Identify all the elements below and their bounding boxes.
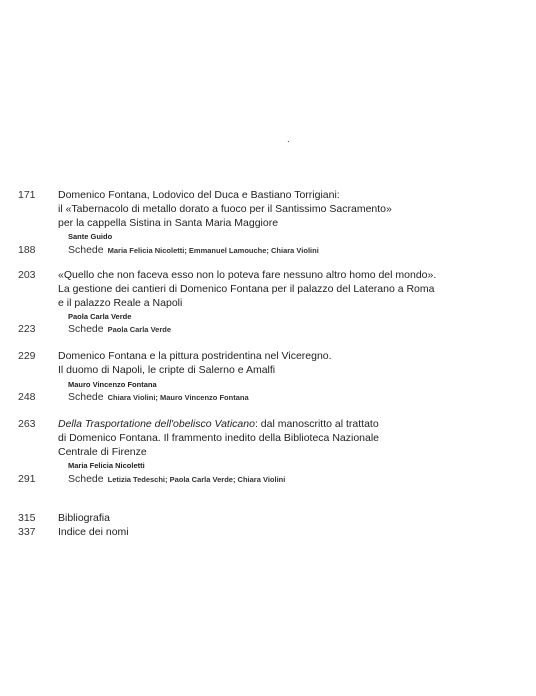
title-line: Domenico Fontana e la pittura postridentina nel Viceregno. xyxy=(58,350,332,362)
schede-line xyxy=(68,243,319,258)
entry-title: Bibliografia xyxy=(58,512,110,524)
entry-author: Paola Carla Verde xyxy=(68,312,132,321)
schede-authors: Paola Carla Verde xyxy=(107,325,171,334)
page-number: 315 xyxy=(18,512,36,524)
entry-title xyxy=(58,188,498,230)
page-number: 203 xyxy=(18,269,36,281)
entry-author: Maria Felicia Nicoletti xyxy=(68,461,145,470)
entry-author: Sante Guido xyxy=(68,232,113,241)
title-line: «Quello che non faceva esso non lo poteva fare nessuno altro homo del mondo». xyxy=(58,269,437,281)
title-line: La gestione dei cantieri di Domenico Fontana per il palazzo del Laterano a Roma xyxy=(58,283,435,295)
page-mark: . xyxy=(287,134,290,145)
schede-page-number: 291 xyxy=(18,473,36,485)
title-line: Il duomo di Napoli, le cripte di Salerno e Amalfi xyxy=(58,364,276,376)
schede-label: Schede xyxy=(68,473,104,485)
schede-authors: Maria Felicia Nicoletti; Emmanuel Lamouche; Chiara Violini xyxy=(107,246,319,255)
title-italic: Della Trasportatione dell'obelisco Vaticano xyxy=(58,418,255,430)
schede-label: Schede xyxy=(68,323,104,335)
page-number: 171 xyxy=(18,189,36,201)
title-line: Domenico Fontana, Lodovico del Duca e Bastiano Torrigiani: xyxy=(58,189,340,201)
entry-author: Mauro Vincenzo Fontana xyxy=(68,380,157,389)
entry-title xyxy=(58,349,498,377)
page-number: 263 xyxy=(18,418,36,430)
title-line xyxy=(58,417,498,431)
schede-authors: Chiara Violini; Mauro Vincenzo Fontana xyxy=(107,393,249,402)
entry-title xyxy=(58,417,498,459)
page-number: 229 xyxy=(18,350,36,362)
schede-page-number: 223 xyxy=(18,323,36,335)
entry-title: Indice dei nomi xyxy=(58,526,129,538)
title-rest: : dal manoscritto al trattato xyxy=(254,418,379,430)
title-line: Centrale di Firenze xyxy=(58,446,147,458)
schede-page-number: 248 xyxy=(18,391,36,403)
title-line: di Domenico Fontana. Il frammento inedito della Biblioteca Nazionale xyxy=(58,432,380,444)
schede-line xyxy=(68,472,285,487)
title-line: il «Tabernacolo di metallo dorato a fuoco per il Santissimo Sacramento» xyxy=(58,203,392,215)
schede-label: Schede xyxy=(68,391,104,403)
title-line: e il palazzo Reale a Napoli xyxy=(58,297,183,309)
schede-authors: Letizia Tedeschi; Paola Carla Verde; Chiara Violini xyxy=(107,475,286,484)
schede-label: Schede xyxy=(68,244,104,256)
schede-line xyxy=(68,390,249,405)
page-number: 337 xyxy=(18,526,36,538)
schede-line xyxy=(68,322,171,337)
entry-title xyxy=(58,268,498,310)
schede-page-number: 188 xyxy=(18,244,36,256)
title-line: per la cappella Sistina in Santa Maria Maggiore xyxy=(58,217,279,229)
